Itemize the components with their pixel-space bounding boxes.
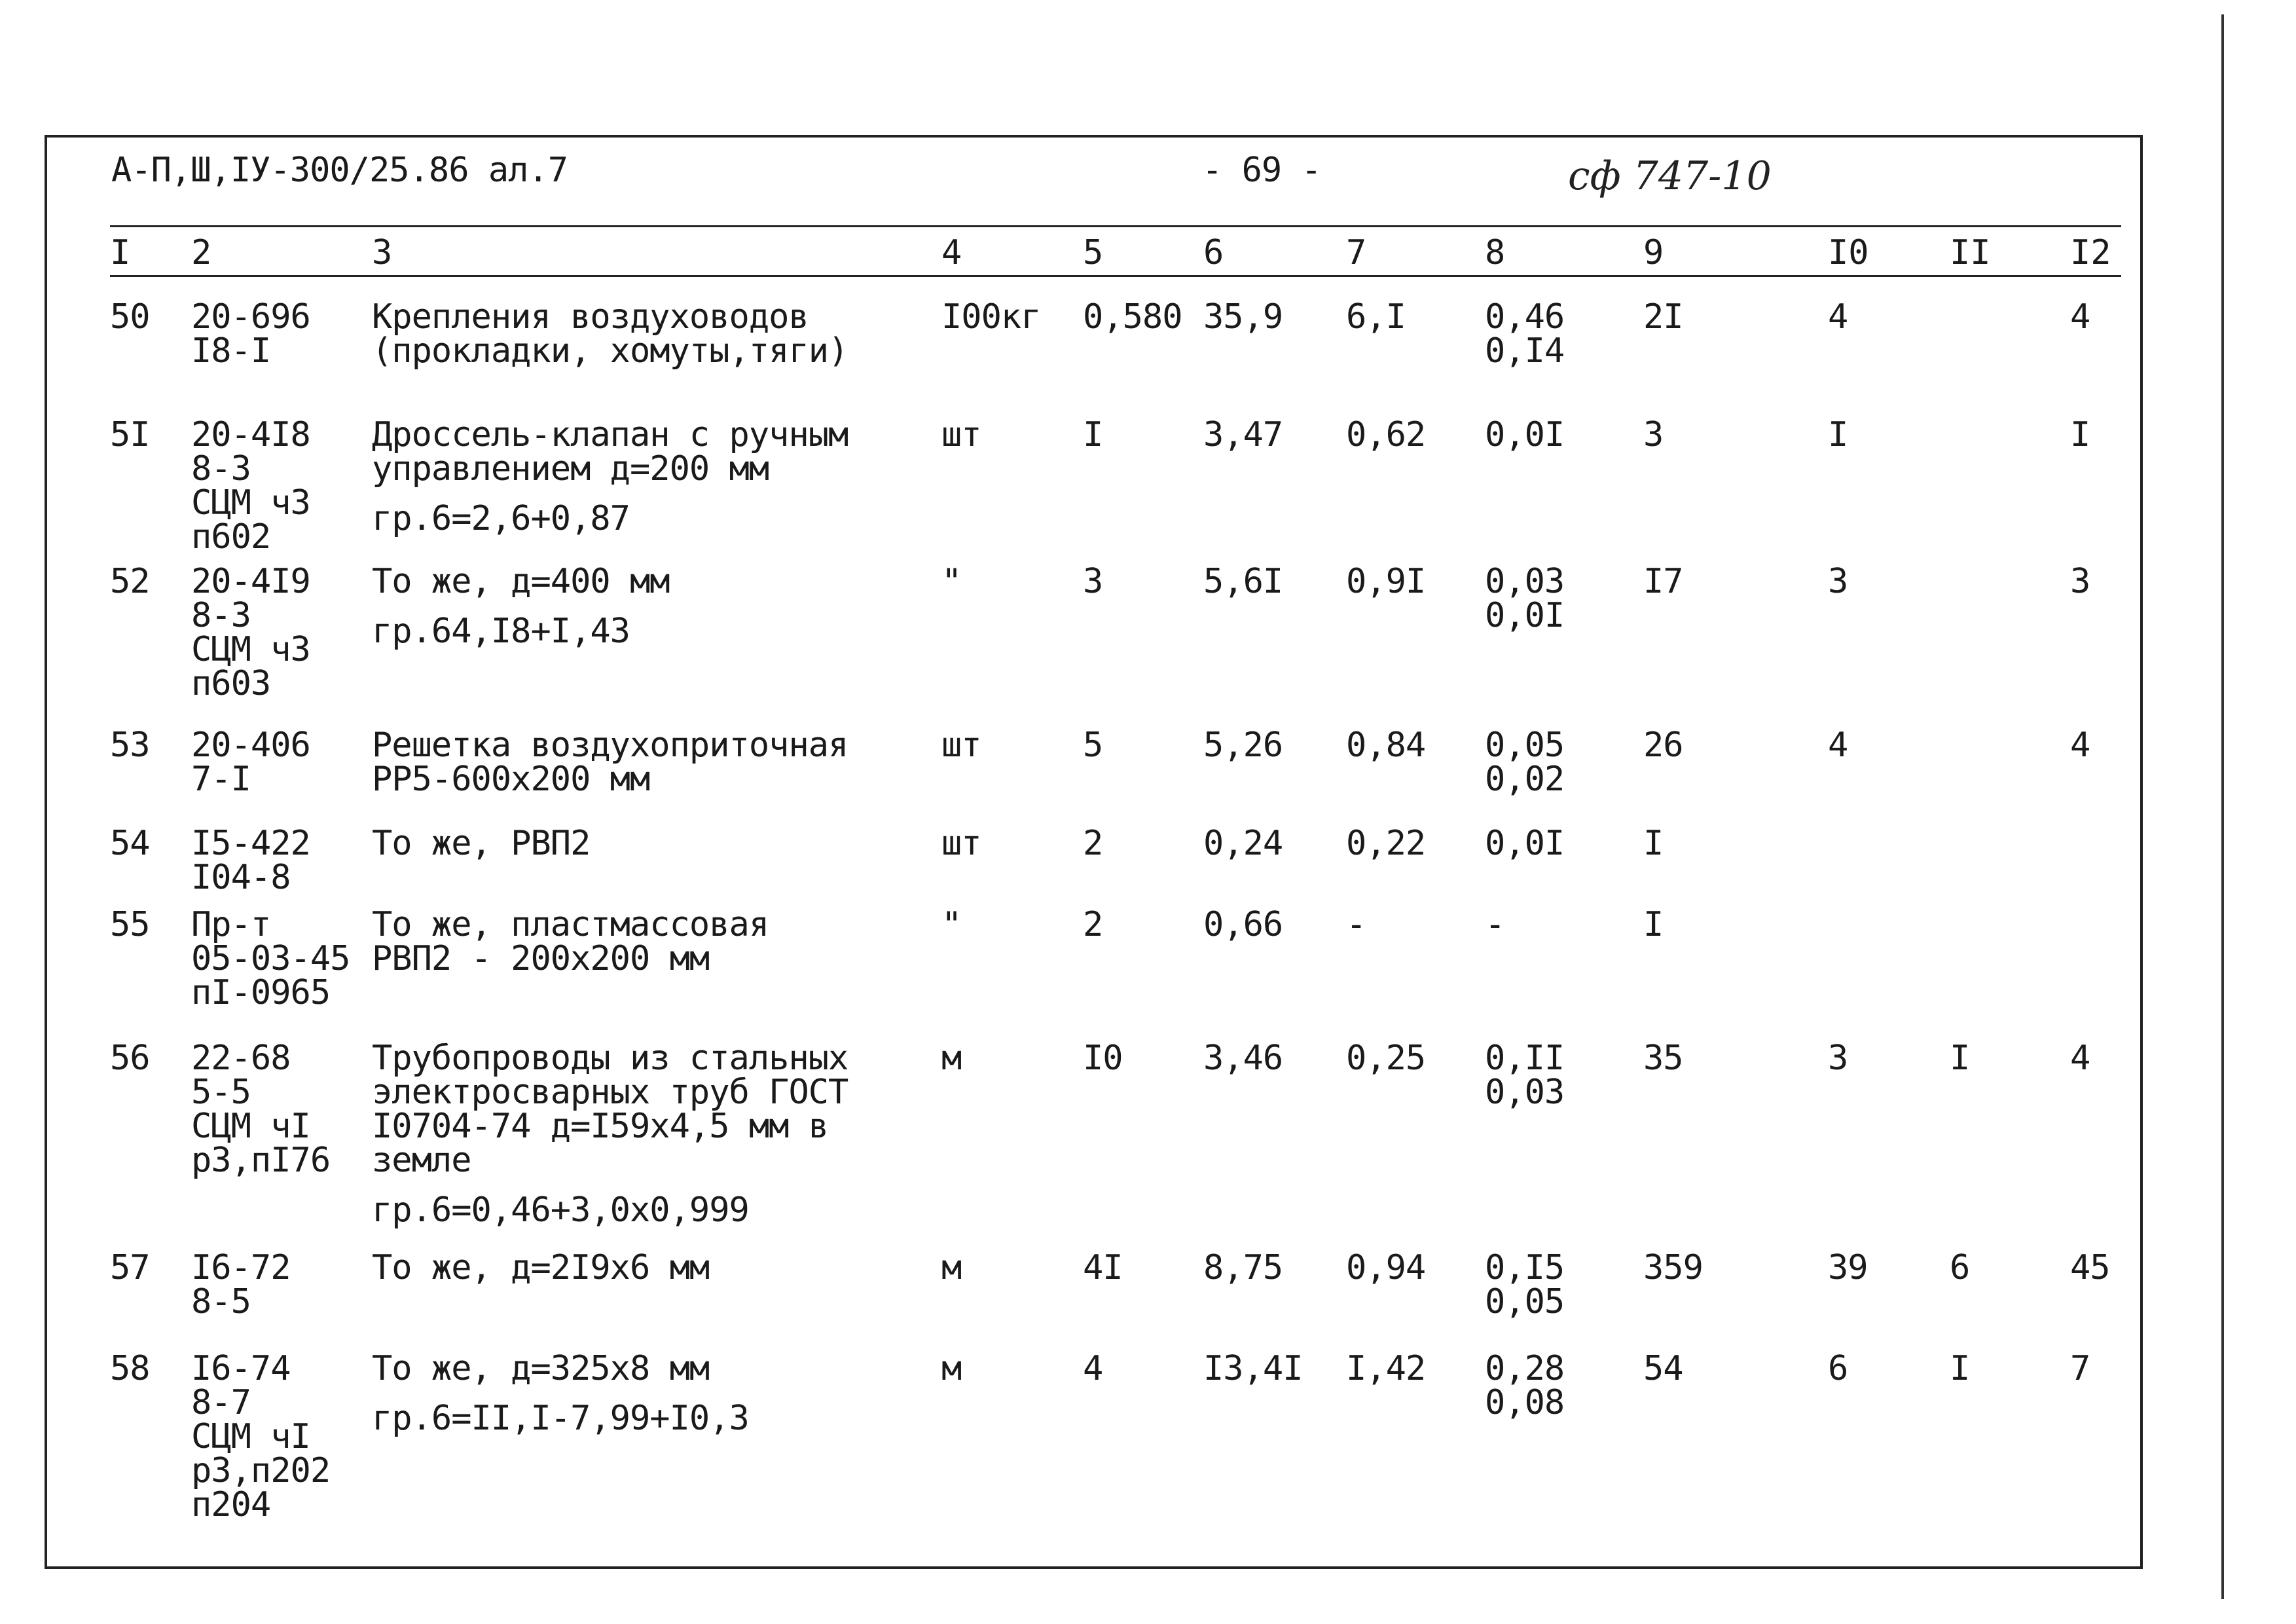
document-code: А-П,Ш,IУ-300/25.86 ал.7: [111, 151, 568, 190]
col9-cell: 26: [1643, 726, 1683, 765]
code-cell: [191, 564, 310, 701]
col7-cell: 0,25: [1346, 1039, 1426, 1078]
col7-cell: 0,84: [1346, 726, 1426, 765]
col8-cell: [1485, 297, 1565, 371]
code-cell: [191, 726, 310, 799]
quantity-cell: 2: [1083, 905, 1103, 944]
row-number: 57: [110, 1248, 150, 1287]
column-header: 6: [1203, 233, 1224, 272]
code-line: СЦМ чI: [191, 1107, 310, 1146]
col8-line: -: [1485, 905, 1505, 944]
code-cell: [191, 415, 310, 557]
col6-cell: 0,24: [1203, 824, 1283, 863]
row-number: 5I: [110, 415, 150, 454]
page-number: - 69 -: [1202, 151, 1321, 190]
description-line: Решетка воздухоприточная: [372, 726, 848, 765]
column-header: I2: [2070, 233, 2111, 272]
code-line: 7-I: [191, 760, 251, 799]
code-line: 8-3: [191, 596, 251, 635]
col9-cell: 54: [1643, 1349, 1683, 1388]
code-cell: [191, 826, 310, 895]
col7-cell: 0,62: [1346, 415, 1426, 454]
col7-cell: 6,I: [1346, 297, 1406, 337]
col8-line: 0,I5: [1485, 1248, 1565, 1287]
code-cell: [191, 297, 310, 371]
col8-cell: [1485, 905, 1505, 944]
col8-cell: [1485, 1248, 1565, 1321]
col10-cell: 6: [1828, 1349, 1848, 1388]
code-line: I6-72: [191, 1248, 291, 1287]
description-line: РВП2 - 200x200 мм: [372, 939, 710, 978]
column-header: 7: [1346, 233, 1367, 272]
column-header: 2: [191, 233, 212, 272]
price-note: гр.6=II,I-7,99+I0,3: [372, 1399, 749, 1438]
description-cell: [372, 824, 591, 863]
col8-cell: [1485, 824, 1565, 863]
unit-cell: м: [941, 1349, 962, 1388]
column-header: 8: [1485, 233, 1506, 272]
unit-cell: ": [941, 562, 962, 601]
code-line: I5-422: [191, 824, 310, 863]
col9-cell: I: [1643, 824, 1664, 863]
code-line: 20-4I9: [191, 562, 310, 601]
description-line: управлением д=200 мм: [372, 449, 769, 489]
code-line: СЦМ ч3: [191, 483, 310, 523]
col6-cell: I3,4I: [1203, 1349, 1303, 1388]
description-cell: [372, 1349, 749, 1438]
col11-cell: 6: [1950, 1248, 1970, 1287]
row-number: 58: [110, 1349, 150, 1388]
price-note: гр.6=0,46+3,0x0,999: [372, 1190, 749, 1230]
header-rule-top: [110, 225, 2121, 227]
col12-cell: I: [2070, 415, 2090, 454]
code-cell: [191, 1349, 331, 1524]
description-cell: [372, 905, 769, 978]
description-line: I0704-74 д=I59x4,5 мм в: [372, 1107, 829, 1146]
col8-line: 0,II: [1485, 1039, 1565, 1078]
col6-cell: 3,46: [1203, 1039, 1283, 1078]
code-line: I8-I: [191, 331, 271, 371]
row-number: 54: [110, 824, 150, 863]
description-line: электросварных труб ГОСТ: [372, 1073, 848, 1112]
code-line: СЦМ ч3: [191, 630, 310, 669]
col7-cell: -: [1346, 905, 1366, 944]
code-line: 20-696: [191, 297, 310, 337]
column-header: 3: [372, 233, 393, 272]
col7-cell: 0,22: [1346, 824, 1426, 863]
unit-cell: шт: [941, 824, 981, 863]
col6-cell: 5,6I: [1203, 562, 1283, 601]
code-line: 20-406: [191, 726, 310, 765]
quantity-cell: I: [1083, 415, 1103, 454]
unit-cell: м: [941, 1039, 962, 1078]
col11-cell: I: [1950, 1039, 1970, 1078]
unit-cell: I00кг: [941, 297, 1041, 337]
description-cell: [372, 297, 848, 371]
col8-cell: [1485, 564, 1564, 633]
col7-cell: I,42: [1346, 1349, 1426, 1388]
col8-line: 0,0I: [1485, 415, 1565, 454]
quantity-cell: 4I: [1083, 1248, 1123, 1287]
row-number: 52: [110, 562, 150, 601]
code-cell: [191, 1248, 291, 1321]
description-line: То же, РВП2: [372, 824, 591, 863]
quantity-cell: 4: [1083, 1349, 1103, 1388]
col9-cell: 35: [1643, 1039, 1683, 1078]
col10-cell: 4: [1828, 726, 1848, 765]
description-line: земле: [372, 1141, 471, 1180]
code-line: 8-7: [191, 1383, 251, 1422]
col12-cell: 3: [2070, 562, 2090, 601]
quantity-cell: 3: [1083, 562, 1103, 601]
description-line: То же, д=400 мм: [372, 562, 670, 601]
code-line: 22-68: [191, 1039, 291, 1078]
col7-cell: 0,94: [1346, 1248, 1426, 1287]
col8-line: 0,46: [1485, 297, 1565, 337]
col8-line: 0,02: [1485, 760, 1565, 799]
col10-cell: 39: [1828, 1248, 1868, 1287]
row-number: 56: [110, 1039, 150, 1078]
col9-cell: 3: [1643, 415, 1664, 454]
col9-cell: 2I: [1643, 297, 1683, 337]
description-cell: [372, 1248, 710, 1287]
price-note: гр.64,I8+I,43: [372, 612, 630, 651]
col8-line: 0,03: [1485, 1073, 1565, 1112]
col8-line: 0,28: [1485, 1349, 1565, 1388]
description-cell: [372, 1039, 848, 1230]
column-header: I: [110, 233, 131, 272]
column-header: 5: [1083, 233, 1104, 272]
col10-cell: I: [1828, 415, 1848, 454]
col8-cell: [1485, 415, 1565, 454]
description-cell: [372, 726, 848, 799]
row-number: 55: [110, 905, 150, 944]
col8-cell: [1485, 1349, 1565, 1422]
col8-line: 0,05: [1485, 1282, 1565, 1321]
column-header: II: [1950, 233, 1991, 272]
unit-cell: шт: [941, 726, 981, 765]
col12-cell: 4: [2070, 297, 2090, 337]
header-rule-bottom: [110, 275, 2121, 277]
col12-cell: 4: [2070, 726, 2090, 765]
col8-cell: [1485, 1039, 1565, 1112]
code-line: п602: [191, 517, 271, 557]
description-line: (прокладки, хомуты,тяги): [372, 331, 848, 371]
quantity-cell: I0: [1083, 1039, 1123, 1078]
description-cell: [372, 415, 848, 538]
col12-cell: 45: [2070, 1248, 2110, 1287]
description-cell: [372, 562, 670, 651]
column-header: 4: [941, 233, 962, 272]
quantity-cell: 2: [1083, 824, 1103, 863]
description-line: Крепления воздуховодов: [372, 297, 809, 337]
code-cell: [191, 905, 350, 1012]
col6-cell: 0,66: [1203, 905, 1283, 944]
code-line: 05-03-45: [191, 939, 350, 978]
code-line: Пр-т: [191, 905, 271, 944]
description-line: То же, пластмассовая: [372, 905, 769, 944]
code-line: п603: [191, 664, 271, 703]
handwritten-code: сф 747-10: [1568, 153, 1772, 199]
code-line: I04-8: [191, 858, 291, 897]
price-note: гр.6=2,6+0,87: [372, 499, 630, 538]
col11-cell: I: [1950, 1349, 1970, 1388]
col10-cell: 4: [1828, 297, 1848, 337]
code-line: I6-74: [191, 1349, 291, 1388]
code-line: 8-3: [191, 449, 251, 489]
quantity-cell: 0,580: [1083, 297, 1182, 337]
code-line: 20-4I8: [191, 415, 310, 454]
col7-cell: 0,9I: [1346, 562, 1426, 601]
code-line: 8-5: [191, 1282, 251, 1321]
description-line: То же, д=2I9x6 мм: [372, 1248, 710, 1287]
col8-line: 0,0I: [1485, 824, 1565, 863]
col8-line: 0,I4: [1485, 331, 1565, 371]
col8-line: 0,03: [1485, 562, 1565, 601]
col6-cell: 5,26: [1203, 726, 1283, 765]
col8-line: 0,0I: [1485, 596, 1565, 635]
col12-cell: 7: [2070, 1349, 2090, 1388]
col6-cell: 8,75: [1203, 1248, 1283, 1287]
code-line: р3,п202: [191, 1451, 331, 1490]
column-header: 9: [1643, 233, 1664, 272]
description-line: Дроссель-клапан с ручным: [372, 415, 848, 454]
col10-cell: 3: [1828, 1039, 1848, 1078]
col6-cell: 35,9: [1203, 297, 1283, 337]
col12-cell: 4: [2070, 1039, 2090, 1078]
description-line: То же, д=325x8 мм: [372, 1349, 710, 1388]
unit-cell: шт: [941, 415, 981, 454]
code-line: СЦМ чI: [191, 1417, 310, 1456]
description-line: Трубопроводы из стальных: [372, 1039, 848, 1078]
col8-line: 0,08: [1485, 1383, 1565, 1422]
unit-cell: ": [941, 905, 962, 944]
code-line: пI-0965: [191, 973, 331, 1012]
col9-cell: 359: [1643, 1248, 1703, 1287]
quantity-cell: 5: [1083, 726, 1103, 765]
col8-line: 0,05: [1485, 726, 1565, 765]
col8-cell: [1485, 726, 1565, 799]
description-line: РР5-600x200 мм: [372, 760, 650, 799]
unit-cell: м: [941, 1248, 962, 1287]
col9-cell: I7: [1643, 562, 1683, 601]
col6-cell: 3,47: [1203, 415, 1283, 454]
col10-cell: 3: [1828, 562, 1848, 601]
code-line: 5-5: [191, 1073, 251, 1112]
code-line: р3,пI76: [191, 1141, 331, 1180]
code-cell: [191, 1039, 331, 1180]
page-edge-rule: [2221, 14, 2224, 1599]
row-number: 53: [110, 726, 150, 765]
code-line: п204: [191, 1485, 271, 1524]
column-header: I0: [1828, 233, 1869, 272]
col9-cell: I: [1643, 905, 1664, 944]
row-number: 50: [110, 297, 150, 337]
